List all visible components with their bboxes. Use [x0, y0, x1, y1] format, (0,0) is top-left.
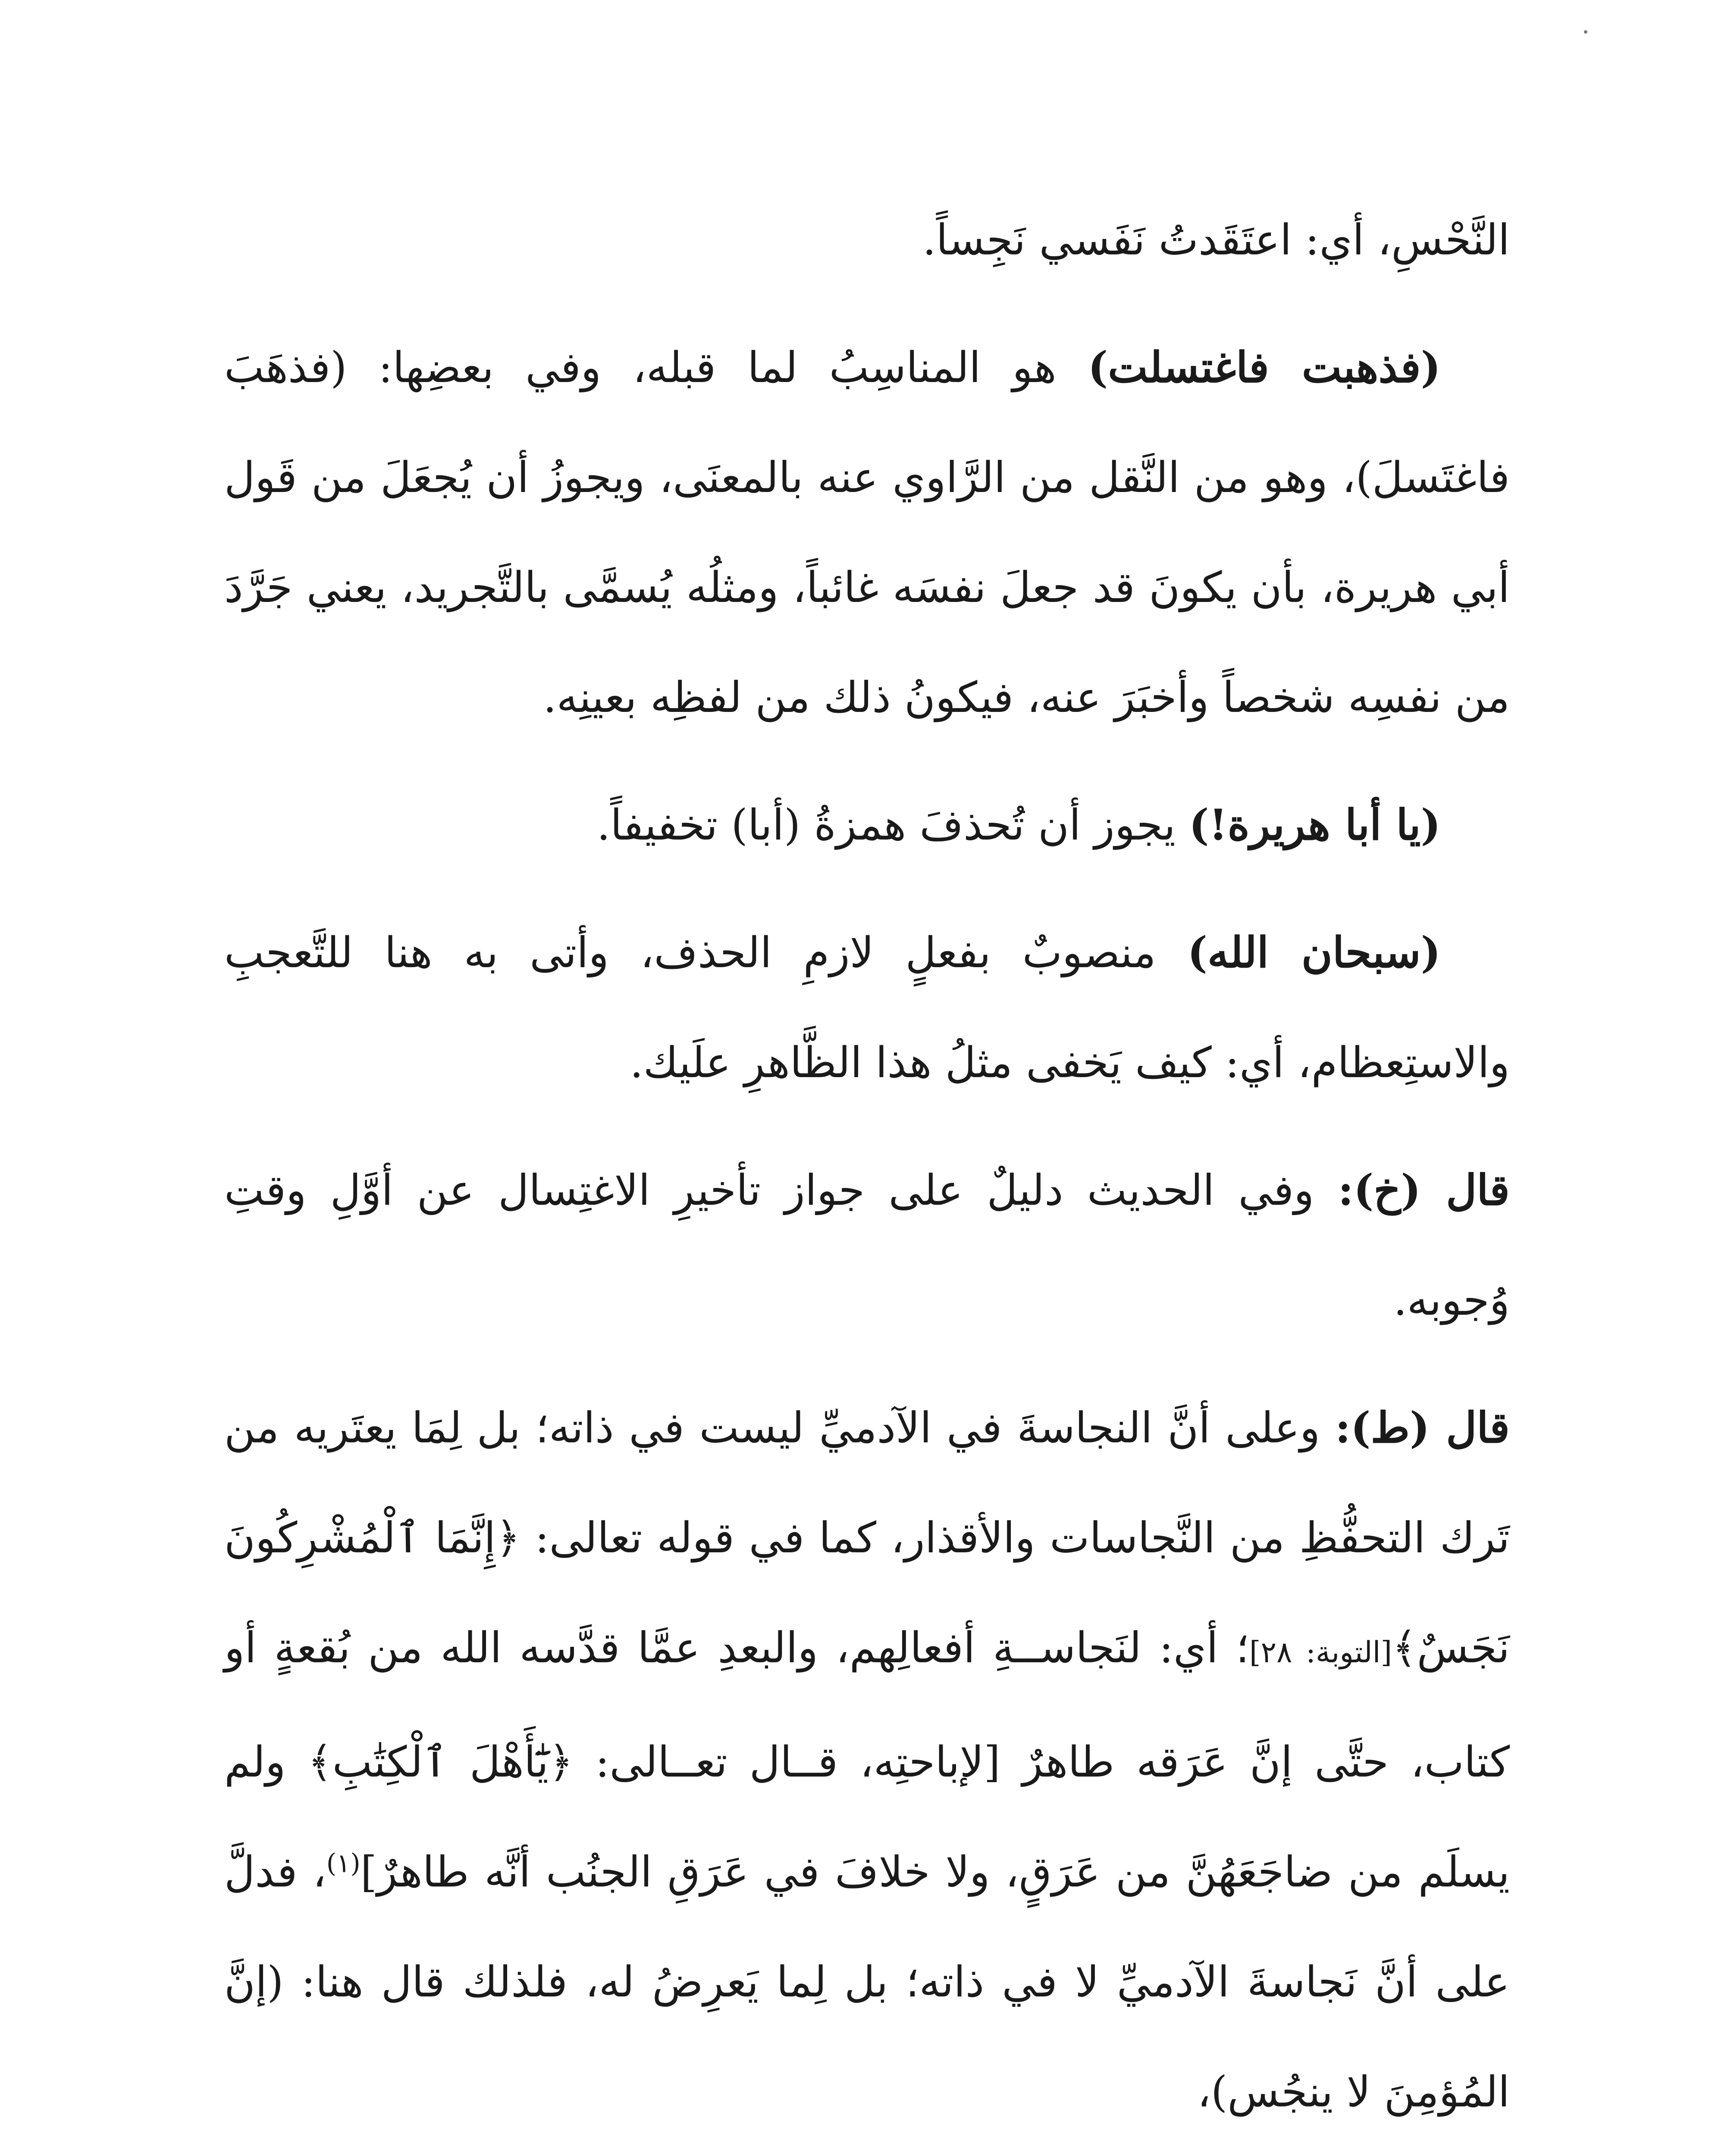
paragraph-p5	[224, 1135, 1510, 1356]
footnote-marker: (١)	[326, 1848, 361, 1879]
commentary-text: وعلى أنَّ النجاسةَ في الآدميِّ ليست في ذاته؛ بل لِمَا يعتَريه من تَرك التحفُّظِ من النَّجاسات والأقذار، كما في قوله تعالى: ﴿إِنَّمَا ٱلْمُشْرِكُونَ نَجَسٌ﴾	[224, 1404, 1510, 1673]
commentary-text: منصوبٌ بفعلٍ لازمِ الحذف، وأتى به هنا للتَّعجبِ والاستِعظام، أي: كيف يَخفى مثلُ هذا الظَّاهرِ علَيك.	[224, 928, 1510, 1087]
commentary-text: النَّحْسِ، أي: اعتَقَدتُ نَفَسي نَجِساً.	[922, 216, 1510, 265]
paragraph-p1	[224, 185, 1510, 295]
commentary-text: ، فدلَّ على أنَّ نَجاسةَ الآدميِّ لا في ذاته؛ بل لِما يَعرِضُ له، فلذلك قال هنا: (إنَّ المُؤمِنَ لا ينجُس)،	[224, 1848, 1510, 2117]
lemma-heading: (فذهبت فاغتسلت)	[1088, 343, 1441, 392]
lemma-heading: قال (ط):	[1335, 1403, 1510, 1453]
main-text	[224, 185, 1510, 2147]
commentary-text: ؛ أي: لنَجاســةِ أفعالِهم، والبعدِ عمَّا قدَّسه الله من بُقعةٍ أو كتاب، حتَّى إنَّ عَرَقه طاهرٌ [لإباحتِه، قــال تعــالى: ﴿يَٰٓأَهْلَ ٱلْكِتَٰبِ﴾ ولم يسلَم من ضاجَعَهُنَّ من عَرَقٍ، ولا خلافَ في عَرَقِ الجنُب أنَّه طاهرٌ]	[224, 1623, 1510, 1897]
lemma-heading: قال (خ):	[1338, 1166, 1510, 1215]
paragraph-p6	[224, 1373, 1510, 2147]
paragraph-p4	[224, 898, 1510, 1118]
lemma-heading: (سبحان الله)	[1187, 928, 1441, 978]
commentary-text: هو المناسِبُ لما قبله، وفي بعضِها: (فذهَبَ فاغتَسلَ)، وهو من النَّقل من الرَّاوي عنه بالمعنَى، ويجوزُ أن يُجعَلَ من قَول أبي هريرة، بأن يكونَ قد جعلَ نفسَه غائباً، ومثلُه يُسمَّى بالتَّجريد، يعني جَرَّدَ من نفسِه شخصاً وأخبَرَ عنه، فيكونُ ذلك من لفظِه بعينِه.	[224, 343, 1510, 722]
commentary-text: يجوز أن تُحذفَ همزةُ (أبا) تخفيفاً.	[597, 801, 1189, 850]
scan-speck	[1584, 30, 1587, 34]
commentary-text: وفي الحديث دليلٌ على جواز تأخيرِ الاغتِسال عن أوَّلِ وقتِ وُجوبه.	[224, 1166, 1510, 1325]
paragraph-p3	[224, 770, 1510, 881]
lemma-heading: (يا أبا هريرة!)	[1189, 800, 1441, 850]
paragraph-p2	[224, 313, 1510, 753]
quran-reference: [التوبة: ٢٨]	[1249, 1636, 1392, 1670]
